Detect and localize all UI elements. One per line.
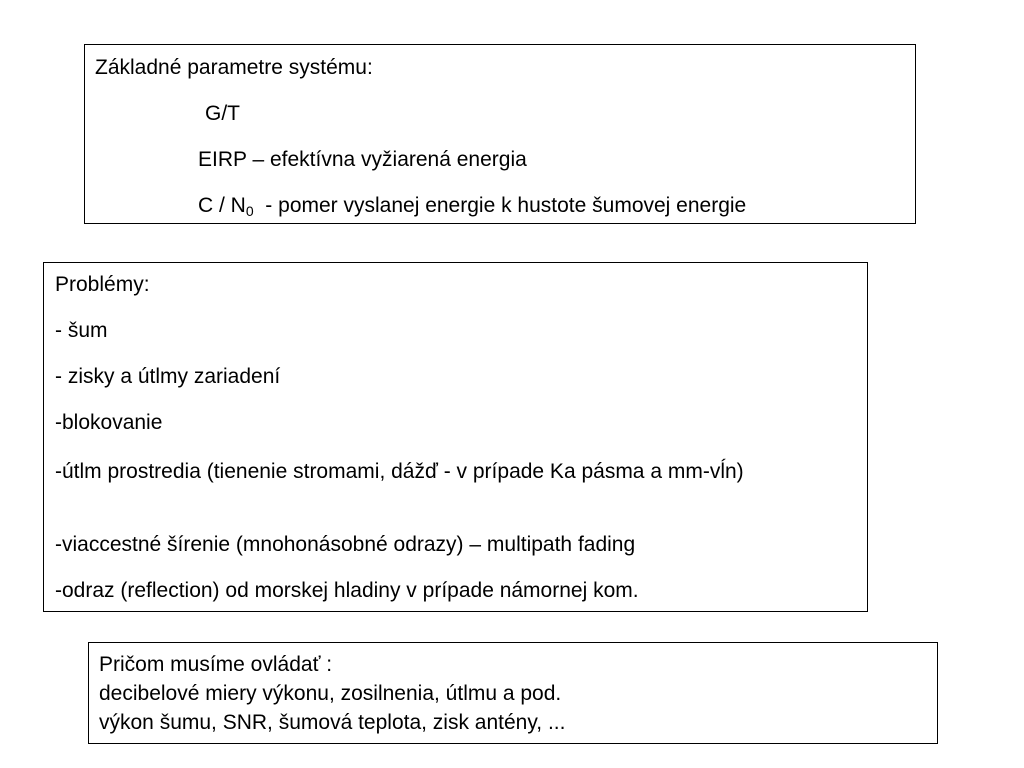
control-title: Pričom musíme ovládať : bbox=[99, 653, 333, 676]
problem-item: -blokovanie bbox=[55, 411, 163, 434]
system-parameters-title: Základné parametre systému: bbox=[95, 56, 373, 79]
problems-box bbox=[43, 262, 868, 612]
problem-item: - šum bbox=[55, 319, 108, 342]
problem-item: -viaccestné šírenie (mnohonásobné odrazy) – multipath fading bbox=[55, 533, 636, 556]
control-box bbox=[88, 642, 938, 744]
problem-item: -útlm prostredia (tienenie stromami, dážď - v prípade Ka pásma a mm-vĺn) bbox=[55, 460, 744, 483]
problem-item: -odraz (reflection) od morskej hladiny v prípade námornej kom. bbox=[55, 579, 639, 602]
system-parameters-box bbox=[84, 44, 916, 224]
param-eirp: EIRP – efektívna vyžiarená energia bbox=[198, 148, 527, 171]
param-cn0-prefix: C / N bbox=[198, 194, 246, 217]
param-cn0 bbox=[198, 194, 746, 218]
param-gt: G/T bbox=[205, 102, 240, 125]
control-item: decibelové miery výkonu, zosilnenia, útlmu a pod. bbox=[99, 682, 562, 705]
param-cn0-description: - pomer vyslanej energie k hustote šumovej energie bbox=[253, 194, 747, 217]
problem-item: - zisky a útlmy zariadení bbox=[55, 365, 281, 388]
control-item: výkon šumu, SNR, šumová teplota, zisk antény, ... bbox=[99, 711, 566, 734]
param-cn0-subscript: 0 bbox=[245, 203, 254, 219]
problems-title: Problémy: bbox=[55, 273, 150, 296]
